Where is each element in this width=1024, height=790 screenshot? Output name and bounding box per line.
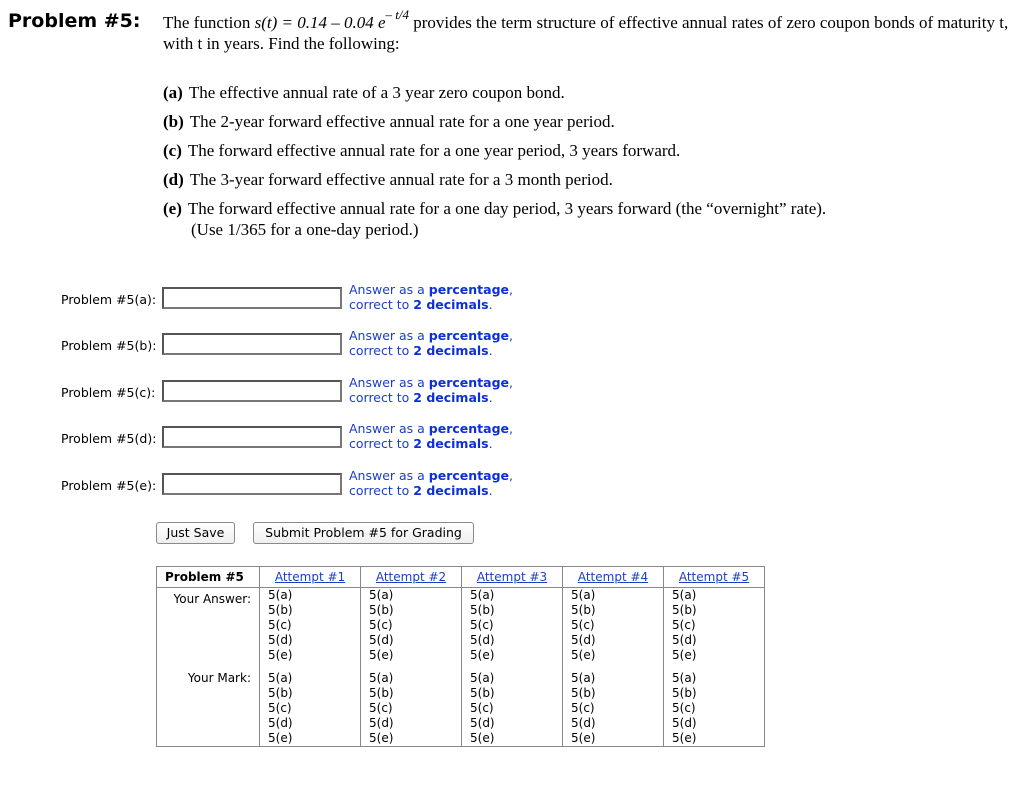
mark-item: 5(d)	[268, 716, 293, 730]
answer-item: 5(e)	[470, 648, 495, 662]
answer-label-b: Problem #5(b):	[61, 338, 157, 353]
attempt-2-link[interactable]: Attempt #2	[375, 570, 447, 584]
answer-row-a	[0, 282, 560, 322]
answer-item: 5(a)	[268, 588, 293, 602]
answer-label-c: Problem #5(c):	[61, 385, 156, 400]
hint-bold: 2 decimals	[413, 436, 489, 451]
answer-row-d	[0, 421, 560, 461]
part-letter: (c)	[163, 141, 182, 160]
answer-input-d[interactable]	[162, 426, 342, 448]
hint-text: Answer as a	[349, 421, 429, 436]
mark-item: 5(e)	[571, 731, 596, 745]
mark-item: 5(d)	[470, 716, 495, 730]
mark-item: 5(e)	[369, 731, 394, 745]
answer-item: 5(b)	[571, 603, 596, 617]
answer-item: 5(c)	[369, 618, 393, 632]
attempt-5-link[interactable]: Attempt #5	[678, 570, 750, 584]
mark-cell-5	[664, 663, 765, 747]
answer-label-d: Problem #5(d):	[61, 431, 157, 446]
hint-text: correct to	[349, 483, 414, 498]
hint-text: .	[488, 343, 493, 358]
mark-item: 5(e)	[672, 731, 697, 745]
part-letter: (d)	[163, 170, 184, 189]
answer-item: 5(b)	[470, 603, 495, 617]
your-answer-row	[157, 588, 765, 664]
part-e-note: (Use 1/365 for a one-day period.)	[191, 220, 419, 239]
answer-item: 5(e)	[672, 648, 697, 662]
mark-item: 5(c)	[470, 701, 494, 715]
mark-item: 5(e)	[268, 731, 293, 745]
hint-text: correct to	[349, 390, 414, 405]
answer-item: 5(e)	[369, 648, 394, 662]
answer-item: 5(b)	[268, 603, 293, 617]
mark-item: 5(a)	[369, 671, 394, 685]
hint-bold: 2 decimals	[413, 483, 489, 498]
part-b	[163, 111, 826, 140]
answer-item: 5(c)	[268, 618, 292, 632]
hint-text: Answer as a	[349, 328, 429, 343]
hint-text: Answer as a	[349, 468, 429, 483]
hint-text: ,	[509, 375, 513, 390]
hint-bold: percentage	[428, 421, 510, 436]
hint-text: ,	[509, 468, 513, 483]
answer-row-e	[0, 468, 560, 508]
attempt-3-link[interactable]: Attempt #3	[476, 570, 548, 584]
history-header-attempt-3	[462, 567, 563, 588]
hint-bold: percentage	[428, 375, 510, 390]
mark-item: 5(d)	[369, 716, 394, 730]
hint-text: .	[488, 297, 493, 312]
history-header-problem: Problem #5	[157, 567, 260, 588]
answer-item: 5(c)	[571, 618, 595, 632]
hint-text: Answer as a	[349, 375, 429, 390]
part-c	[163, 140, 826, 169]
answer-cell-1	[260, 588, 361, 664]
mark-item: 5(c)	[369, 701, 393, 715]
answer-item: 5(a)	[571, 588, 596, 602]
hint-bold: 2 decimals	[413, 297, 489, 312]
question-parts	[163, 82, 826, 248]
part-text: The 3-year forward effective annual rate for a 3 month period.	[189, 170, 613, 189]
mark-cell-1	[260, 663, 361, 747]
mark-item: 5(a)	[672, 671, 697, 685]
answer-row-c	[0, 375, 560, 415]
hint-text: .	[488, 436, 493, 451]
problem-title: Problem #5:	[8, 10, 141, 32]
part-letter: (b)	[163, 112, 184, 131]
history-header-attempt-5	[664, 567, 765, 588]
hint-text: .	[488, 390, 493, 405]
mark-item: 5(b)	[470, 686, 495, 700]
answer-item: 5(a)	[369, 588, 394, 602]
mark-cell-4	[563, 663, 664, 747]
answer-item: 5(c)	[672, 618, 696, 632]
answer-item: 5(b)	[672, 603, 697, 617]
hint-text: correct to	[349, 436, 414, 451]
answer-label-e: Problem #5(e):	[61, 478, 157, 493]
answer-row-b	[0, 328, 560, 368]
mark-item: 5(b)	[672, 686, 697, 700]
hint-text: Answer as a	[349, 282, 429, 297]
your-answer-label: Your Answer:	[157, 588, 260, 664]
just-save-button[interactable]: Just Save	[156, 522, 235, 544]
part-text: The 2-year forward effective annual rate for a one year period.	[189, 112, 615, 131]
answer-item: 5(a)	[672, 588, 697, 602]
mark-item: 5(b)	[369, 686, 394, 700]
mark-item: 5(a)	[268, 671, 293, 685]
answer-item: 5(d)	[672, 633, 697, 647]
part-a	[163, 82, 826, 111]
answer-item: 5(d)	[369, 633, 394, 647]
mark-item: 5(d)	[571, 716, 596, 730]
answer-cell-3	[462, 588, 563, 664]
your-mark-label: Your Mark:	[157, 663, 260, 747]
answer-hint-b	[349, 328, 513, 358]
mark-item: 5(b)	[268, 686, 293, 700]
part-d	[163, 169, 826, 198]
hint-text: correct to	[349, 343, 414, 358]
intro-pre: The function	[163, 13, 255, 32]
answer-cell-2	[361, 588, 462, 664]
history-header-row	[157, 567, 765, 588]
attempt-history-table	[156, 566, 765, 747]
answer-item: 5(b)	[369, 603, 394, 617]
history-header-attempt-2	[361, 567, 462, 588]
function-exponent: – t/4	[385, 7, 410, 23]
answer-cell-5	[664, 588, 765, 664]
answer-hint-c	[349, 375, 513, 405]
answer-input-a[interactable]	[162, 287, 342, 309]
answer-item: 5(d)	[571, 633, 596, 647]
mark-cell-2	[361, 663, 462, 747]
answer-item: 5(d)	[470, 633, 495, 647]
mark-item: 5(a)	[470, 671, 495, 685]
your-mark-row	[157, 663, 765, 747]
intro-post: provides the term structure of effective annual rates of zero coupon bonds of maturity t, with t in years. Find the following:	[163, 13, 1009, 53]
answer-hint-e	[349, 468, 513, 498]
problem-statement	[163, 7, 1018, 54]
answer-item: 5(e)	[571, 648, 596, 662]
mark-cell-3	[462, 663, 563, 747]
hint-text: ,	[509, 421, 513, 436]
hint-text: ,	[509, 328, 513, 343]
part-text: The forward effective annual rate for a one year period, 3 years forward.	[187, 141, 681, 160]
answer-input-b[interactable]	[162, 333, 342, 355]
mark-item: 5(c)	[571, 701, 595, 715]
part-letter: (a)	[163, 83, 183, 102]
hint-bold: 2 decimals	[413, 343, 489, 358]
part-text: The forward effective annual rate for a one day period, 3 years forward (the “overnight” rate).	[187, 199, 827, 218]
submit-button[interactable]: Submit Problem #5 for Grading	[253, 522, 474, 544]
answer-item: 5(a)	[470, 588, 495, 602]
answer-label-a: Problem #5(a):	[61, 292, 157, 307]
hint-text: correct to	[349, 297, 414, 312]
answer-item: 5(c)	[470, 618, 494, 632]
attempt-1-link[interactable]: Attempt #1	[274, 570, 346, 584]
hint-bold: percentage	[428, 468, 510, 483]
mark-item: 5(a)	[571, 671, 596, 685]
mark-item: 5(c)	[268, 701, 292, 715]
mark-item: 5(d)	[672, 716, 697, 730]
mark-item: 5(c)	[672, 701, 696, 715]
part-letter: (e)	[163, 199, 182, 218]
answer-cell-4	[563, 588, 664, 664]
hint-bold: 2 decimals	[413, 390, 489, 405]
hint-bold: percentage	[428, 328, 510, 343]
hint-text: ,	[509, 282, 513, 297]
answer-hint-a	[349, 282, 513, 312]
answer-hint-d	[349, 421, 513, 451]
hint-text: .	[488, 483, 493, 498]
hint-bold: percentage	[428, 282, 510, 297]
answer-item: 5(d)	[268, 633, 293, 647]
answer-input-c[interactable]	[162, 380, 342, 402]
mark-item: 5(e)	[470, 731, 495, 745]
part-text: The effective annual rate of a 3 year zero coupon bond.	[188, 83, 565, 102]
history-header-attempt-1	[260, 567, 361, 588]
mark-item: 5(b)	[571, 686, 596, 700]
function-formula: s(t) = 0.14 – 0.04 e	[254, 13, 386, 32]
history-header-attempt-4	[563, 567, 664, 588]
answer-input-e[interactable]	[162, 473, 342, 495]
attempt-4-link[interactable]: Attempt #4	[577, 570, 649, 584]
answer-item: 5(e)	[268, 648, 293, 662]
